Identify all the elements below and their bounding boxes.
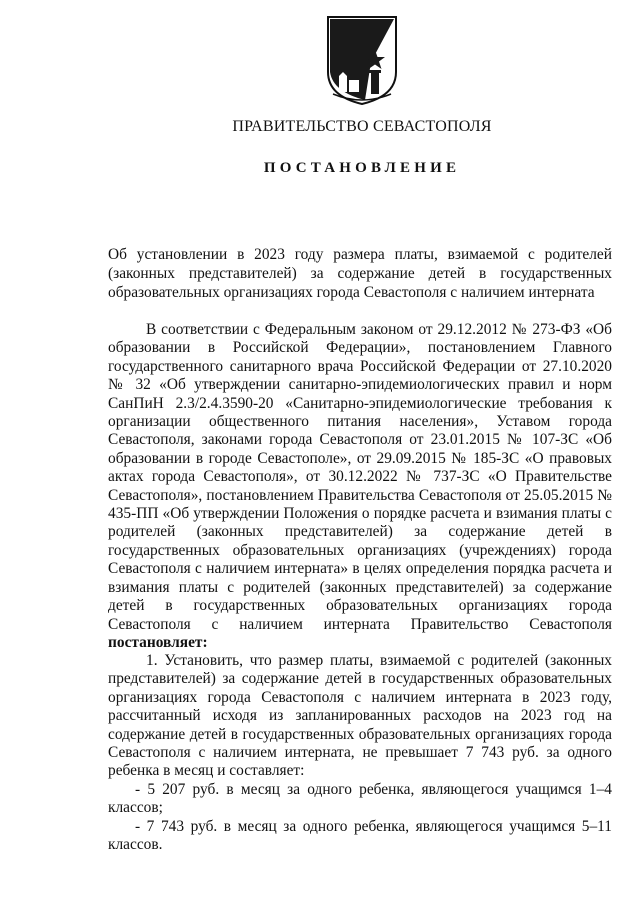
- government-title: ПРАВИТЕЛЬСТВО СЕВАСТОПОЛЯ: [232, 118, 492, 135]
- decree-word: постановляет:: [108, 633, 208, 651]
- document-subject: Об установлении в 2023 году размера платы, взимаемой с родителей (законных представителей) за содержание детей в государственных образовательных организациях города Севастополя с наличием интерната: [108, 246, 612, 301]
- sevastopol-coat-of-arms-icon: [325, 14, 399, 106]
- clause-1-subitem: - 5 207 руб. в месяц за одного ребенка, являющегося учащимся 1–4 классов;: [108, 780, 612, 817]
- clauses: [108, 652, 612, 854]
- preamble-paragraph: [108, 321, 612, 652]
- clause-1-subitem: - 7 743 руб. в месяц за одного ребенка, являющегося учащимся 5–11 классов.: [108, 817, 612, 854]
- preamble-text: В соответствии с Федеральным законом от 29.12.2012 № 273-ФЗ «Об образовании в Российской Федерации», постановлением Главного государственного санитарного врача Российской Федерации от 27.10.2020 № 32 «Об утверждении санитарно-эпидемиологических правил и норм СанПиН 2.3/2.4.3590-20 «Санитарно-эпидемиологические требования к организации общественного питания населения», Уставом города Севастополя, законами города Севастополя от 23.01.2015 № 107-ЗС «Об образовании в городе Севастополе», от 29.09.2015 № 185-ЗС «О правовых актах города Севастополя», от 30.12.2022 № 737-ЗС «О Правительстве Севастополя», постановлением Правительства Севастополя от 25.05.2015 № 435-ПП «Об утверждении Положения о порядке расчета и взимания платы с родителей (законных представителей) за содержание детей в государственных образовательных организациях (учреждениях) города Севастополя с наличием интерната» в целях определения порядка расчета и взимания платы с родителей (законных представителей) за содержание детей в государственных образовательных организациях города Севастополя с наличием интерната Правительство Севастополя: [108, 321, 612, 633]
- clause-1: 1. Установить, что размер платы, взимаемой с родителей (законных представителей) за содержание детей в государственных образовательных организациях города Севастополя с наличием интерната в 2023 году, рассчитанный исходя из запланированных расходов на 2023 год на содержание детей в государственных образовательных организациях города Севастополя с наличием интерната, не превышает 7 743 руб. за одного ребенка в месяц и составляет:: [108, 652, 612, 780]
- preamble: [108, 321, 612, 652]
- document-type-heading: ПОСТАНОВЛЕНИЕ: [263, 160, 461, 176]
